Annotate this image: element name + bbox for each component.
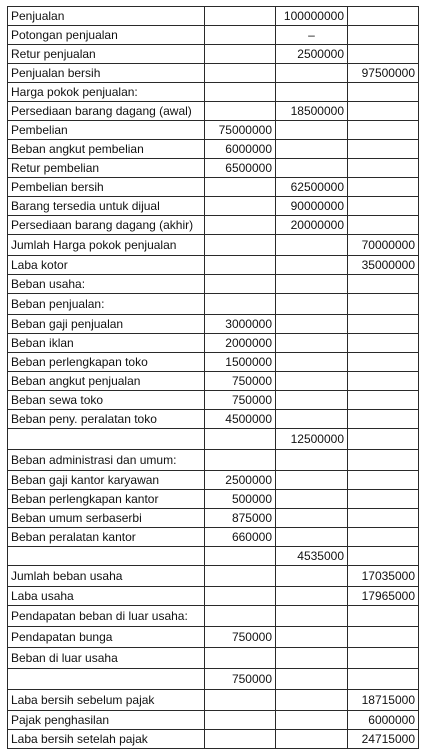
table-row	[8, 690, 419, 711]
row-col-1	[205, 730, 276, 749]
row-col-3: 17965000	[348, 587, 419, 606]
row-col-2: 100000000	[276, 7, 348, 26]
row-col-1: 750000	[205, 372, 276, 391]
row-col-2	[276, 509, 348, 528]
row-col-2	[276, 627, 348, 648]
row-col-3: 24715000	[348, 730, 419, 749]
table-row	[8, 26, 419, 45]
row-label: Beban peny. peralatan toko	[8, 410, 205, 429]
row-label: Beban di luar usaha	[8, 648, 205, 669]
row-col-3: 18715000	[348, 690, 419, 711]
table-row	[8, 216, 419, 235]
row-col-2	[276, 64, 348, 83]
row-col-2	[276, 490, 348, 509]
row-label: Laba usaha	[8, 587, 205, 606]
row-col-2: 2500000	[276, 45, 348, 64]
row-label	[8, 547, 205, 566]
row-col-3	[348, 102, 419, 121]
table-row	[8, 410, 419, 429]
row-col-1: 500000	[205, 490, 276, 509]
table-row	[8, 429, 419, 450]
row-label: Pendapatan beban di luar usaha:	[8, 606, 205, 627]
row-col-1: 660000	[205, 528, 276, 547]
row-col-3	[348, 490, 419, 509]
row-col-1	[205, 102, 276, 121]
income-statement-body	[8, 7, 419, 749]
row-col-3	[348, 648, 419, 669]
row-col-3	[348, 216, 419, 235]
row-col-3	[348, 315, 419, 334]
row-col-1: 1500000	[205, 353, 276, 372]
row-label: Persediaan barang dagang (awal)	[8, 102, 205, 121]
row-label	[8, 429, 205, 450]
row-col-1	[205, 294, 276, 315]
row-col-1: 3000000	[205, 315, 276, 334]
row-col-3	[348, 509, 419, 528]
row-col-2	[276, 121, 348, 140]
row-label: Beban gaji kantor karyawan	[8, 471, 205, 490]
row-label: Pendapatan bunga	[8, 627, 205, 648]
row-col-1: 4500000	[205, 410, 276, 429]
row-col-3: 17035000	[348, 566, 419, 587]
row-label: Penjualan bersih	[8, 64, 205, 83]
table-row	[8, 256, 419, 275]
row-col-2	[276, 235, 348, 256]
table-row	[8, 197, 419, 216]
table-row	[8, 587, 419, 606]
row-label: Beban administrasi dan umum:	[8, 450, 205, 471]
row-col-2	[276, 256, 348, 275]
row-col-2	[276, 566, 348, 587]
row-label: Pembelian bersih	[8, 178, 205, 197]
table-row	[8, 490, 419, 509]
row-col-2	[276, 391, 348, 410]
row-label: Beban umum serbaserbi	[8, 509, 205, 528]
row-col-3: 6000000	[348, 711, 419, 730]
row-col-3	[348, 627, 419, 648]
row-col-3	[348, 45, 419, 64]
row-col-1	[205, 711, 276, 730]
row-col-2	[276, 450, 348, 471]
row-col-3	[348, 471, 419, 490]
row-col-1	[205, 45, 276, 64]
row-col-3	[348, 197, 419, 216]
row-col-1	[205, 235, 276, 256]
row-col-3	[348, 391, 419, 410]
table-row	[8, 353, 419, 372]
row-col-1: 750000	[205, 627, 276, 648]
income-statement-sheet	[7, 6, 418, 749]
row-col-1	[205, 566, 276, 587]
table-row	[8, 730, 419, 749]
row-label: Jumlah Harga pokok penjualan	[8, 235, 205, 256]
row-col-3: 35000000	[348, 256, 419, 275]
table-row	[8, 669, 419, 690]
table-row	[8, 102, 419, 121]
row-col-1: 875000	[205, 509, 276, 528]
row-label: Beban angkut pembelian	[8, 140, 205, 159]
row-col-2	[276, 159, 348, 178]
table-row	[8, 315, 419, 334]
row-label: Beban iklan	[8, 334, 205, 353]
income-statement-table	[7, 6, 419, 749]
row-col-2	[276, 528, 348, 547]
row-col-2: 20000000	[276, 216, 348, 235]
row-col-2	[276, 334, 348, 353]
row-col-1	[205, 256, 276, 275]
table-row	[8, 275, 419, 294]
row-col-2	[276, 587, 348, 606]
row-label: Jumlah beban usaha	[8, 566, 205, 587]
row-col-2: 4535000	[276, 547, 348, 566]
row-col-3	[348, 547, 419, 566]
row-col-3	[348, 669, 419, 690]
row-col-1	[205, 547, 276, 566]
row-label: Pajak penghasilan	[8, 711, 205, 730]
row-col-1	[205, 587, 276, 606]
row-col-3: 97500000	[348, 64, 419, 83]
row-col-2	[276, 711, 348, 730]
row-col-3	[348, 275, 419, 294]
table-row	[8, 606, 419, 627]
table-row	[8, 547, 419, 566]
row-label	[8, 669, 205, 690]
row-col-3	[348, 7, 419, 26]
table-row	[8, 45, 419, 64]
table-row	[8, 528, 419, 547]
row-col-2	[276, 83, 348, 102]
row-col-1	[205, 429, 276, 450]
row-label: Beban angkut penjualan	[8, 372, 205, 391]
row-col-1	[205, 7, 276, 26]
table-row	[8, 7, 419, 26]
row-label: Penjualan	[8, 7, 205, 26]
row-col-1: 750000	[205, 391, 276, 410]
row-col-2	[276, 372, 348, 391]
table-row	[8, 140, 419, 159]
table-row	[8, 121, 419, 140]
row-col-1	[205, 216, 276, 235]
row-col-2: 90000000	[276, 197, 348, 216]
row-col-2	[276, 315, 348, 334]
row-label: Laba kotor	[8, 256, 205, 275]
table-row	[8, 334, 419, 353]
row-label: Beban usaha:	[8, 275, 205, 294]
row-label: Beban penjualan:	[8, 294, 205, 315]
row-label: Beban peralatan kantor	[8, 528, 205, 547]
row-label: Harga pokok penjualan:	[8, 83, 205, 102]
row-label: Retur penjualan	[8, 45, 205, 64]
row-col-2: 18500000	[276, 102, 348, 121]
table-row	[8, 83, 419, 102]
row-label: Barang tersedia untuk dijual	[8, 197, 205, 216]
row-col-2	[276, 730, 348, 749]
row-col-2: 12500000	[276, 429, 348, 450]
table-row	[8, 391, 419, 410]
row-col-2	[276, 140, 348, 159]
row-col-1	[205, 450, 276, 471]
row-col-2	[276, 294, 348, 315]
row-col-3	[348, 429, 419, 450]
row-label: Beban gaji penjualan	[8, 315, 205, 334]
row-col-3: 70000000	[348, 235, 419, 256]
table-row	[8, 372, 419, 391]
row-label: Persediaan barang dagang (akhir)	[8, 216, 205, 235]
row-col-1	[205, 26, 276, 45]
row-col-2	[276, 606, 348, 627]
row-col-1: 2000000	[205, 334, 276, 353]
row-label: Pembelian	[8, 121, 205, 140]
row-col-3	[348, 372, 419, 391]
table-row	[8, 627, 419, 648]
table-row	[8, 711, 419, 730]
row-col-1	[205, 64, 276, 83]
table-row	[8, 178, 419, 197]
table-row	[8, 566, 419, 587]
row-label: Laba bersih sebelum pajak	[8, 690, 205, 711]
row-col-3	[348, 140, 419, 159]
row-col-3	[348, 334, 419, 353]
row-col-1: 6500000	[205, 159, 276, 178]
row-label: Retur pembelian	[8, 159, 205, 178]
row-col-3	[348, 121, 419, 140]
row-col-2	[276, 275, 348, 294]
row-col-2	[276, 648, 348, 669]
row-col-1: 750000	[205, 669, 276, 690]
row-col-2	[276, 471, 348, 490]
table-row	[8, 294, 419, 315]
table-row	[8, 509, 419, 528]
row-label: Beban sewa toko	[8, 391, 205, 410]
row-label: Potongan penjualan	[8, 26, 205, 45]
row-label: Beban perlengkapan kantor	[8, 490, 205, 509]
row-col-3	[348, 178, 419, 197]
table-row	[8, 471, 419, 490]
row-col-2	[276, 410, 348, 429]
row-col-1	[205, 83, 276, 102]
row-col-3	[348, 353, 419, 372]
row-col-2: –	[276, 26, 348, 45]
row-col-2	[276, 353, 348, 372]
row-col-2	[276, 669, 348, 690]
row-col-3	[348, 450, 419, 471]
row-col-1	[205, 606, 276, 627]
row-col-1	[205, 275, 276, 294]
row-col-3	[348, 294, 419, 315]
row-col-1: 6000000	[205, 140, 276, 159]
row-col-3	[348, 159, 419, 178]
table-row	[8, 159, 419, 178]
row-col-2	[276, 690, 348, 711]
row-col-2: 62500000	[276, 178, 348, 197]
table-row	[8, 235, 419, 256]
row-col-1	[205, 690, 276, 711]
table-row	[8, 648, 419, 669]
row-col-3	[348, 410, 419, 429]
row-col-1: 75000000	[205, 121, 276, 140]
row-col-1	[205, 648, 276, 669]
row-col-1: 2500000	[205, 471, 276, 490]
row-label: Laba bersih setelah pajak	[8, 730, 205, 749]
row-col-1	[205, 178, 276, 197]
row-col-3	[348, 606, 419, 627]
row-col-1	[205, 197, 276, 216]
table-row	[8, 450, 419, 471]
row-col-3	[348, 528, 419, 547]
table-row	[8, 64, 419, 83]
row-col-3	[348, 26, 419, 45]
row-col-3	[348, 83, 419, 102]
row-label: Beban perlengkapan toko	[8, 353, 205, 372]
